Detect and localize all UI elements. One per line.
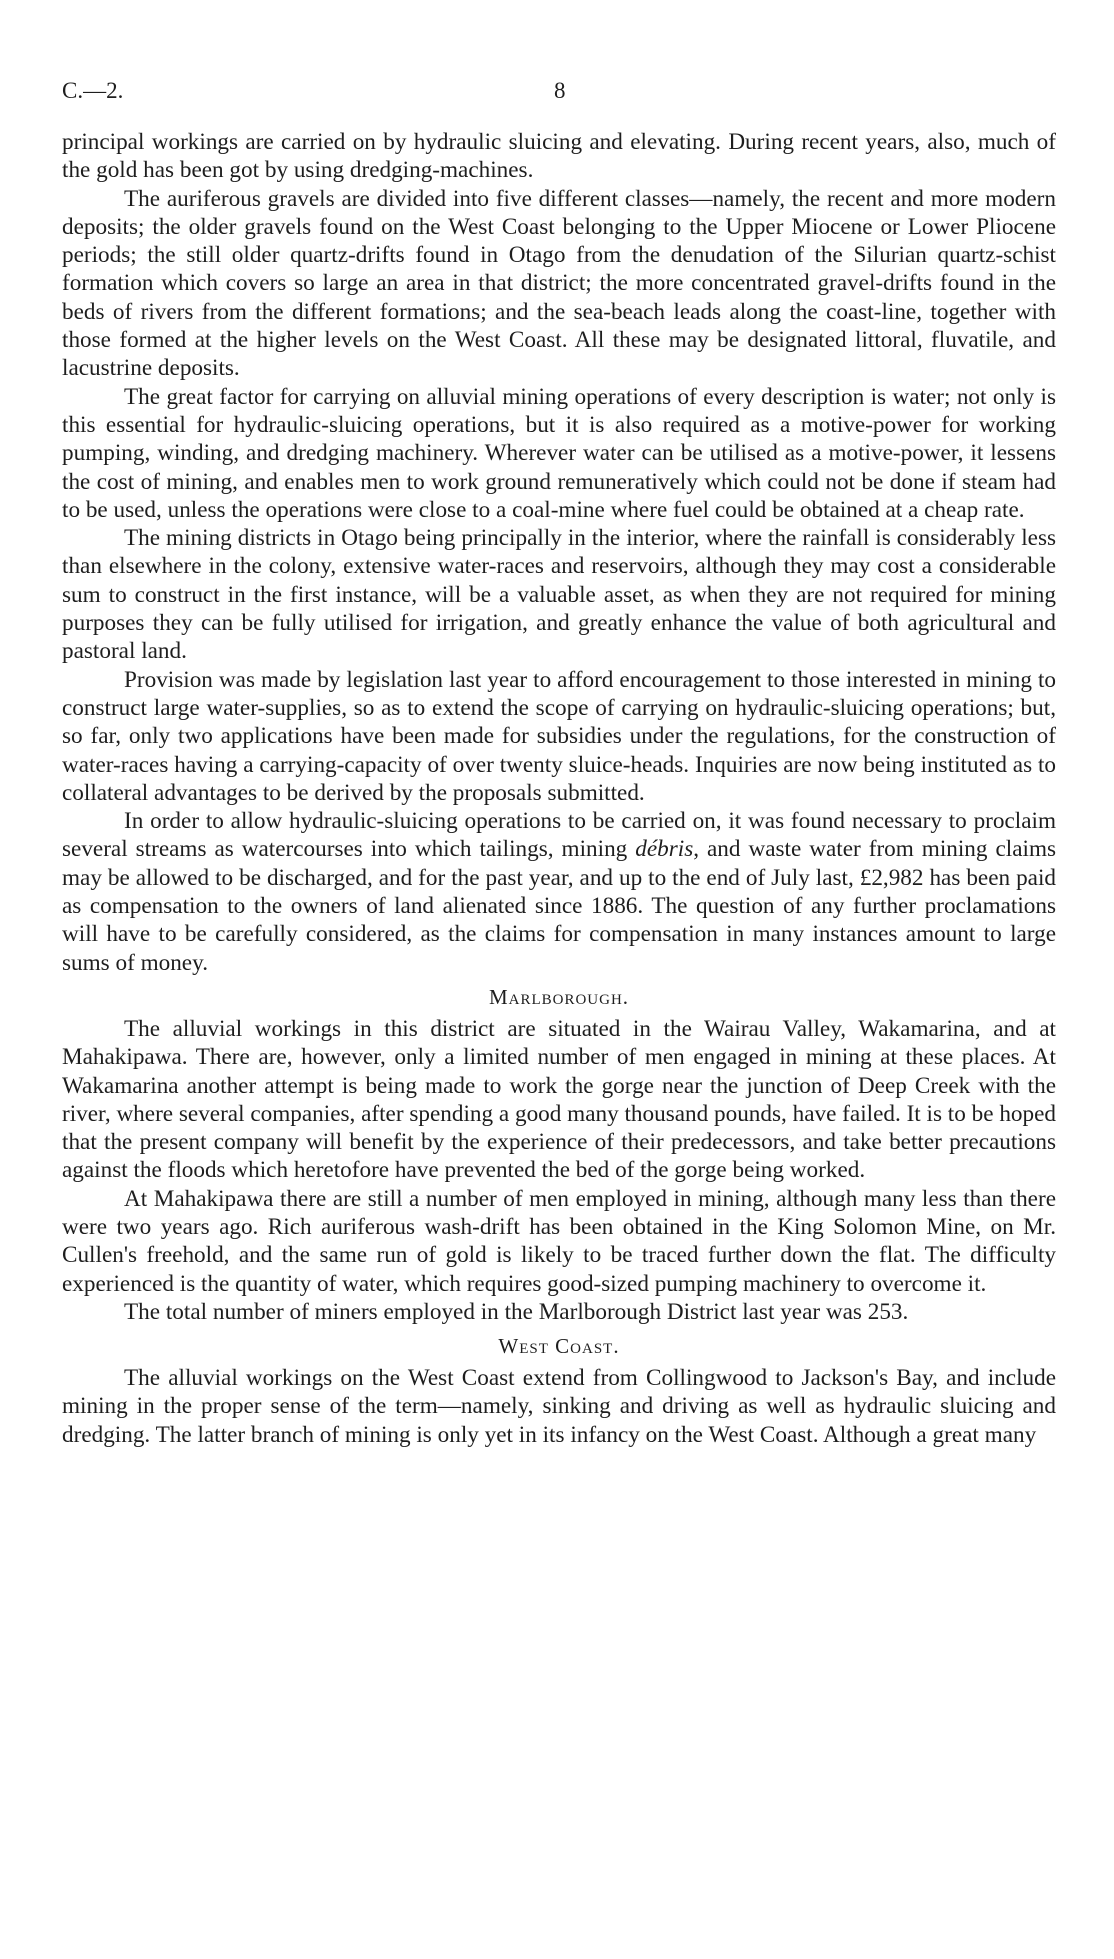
page-number: 8 [554,78,566,103]
paragraph-west-coast-workings: The alluvial workings on the West Coast extend from Collingwood to Jackson's Bay, and include mining in the proper sense of the term—namely, sinking and driving as well as hydraulic sluicing and dredging. The latter branch of mining is only yet in its infancy on the West Coast. Although a great many [62,1365,1056,1448]
page-header [62,78,1056,108]
paragraph-continued: principal workings are carried on by hydraulic sluicing and elevating. During recent years, also, much of the gold has been got by using dredging-machines. [62,129,1056,184]
paragraph-marlborough-workings: The alluvial workings in this district are situated in the Wairau Valley, Wakamarina, and at Mahakipawa. There are, however, only a limited number of men engaged in mining at these places. At Wakamarina another attempt is being made to work the gorge near the junction of Deep Creek with the river, where several companies, after spending a good many thousand pounds, have failed. It is to be hoped that the present company will benefit by the experience of their predecessors, and take better precautions against the floods which heretofore have prevented the bed of the gorge being worked. [62,1015,1056,1184]
paragraph-marlborough-miners: The total number of miners employed in the Marlborough District last year was 253. [124,1298,909,1325]
paragraph-watercourses [62,807,1056,977]
paragraph-watercourses-part1: In order to allow hydraulic-sluicing operations to be carried on, it was found necessary to proclaim several streams as watercourses into which tailings, mining [62,808,1056,863]
paragraph-gravel-classes: The auriferous gravels are divided into five different classes—namely, the recent and more modern deposits; the older gravels found on the West Coast belonging to the Upper Miocene or Lower Pliocene periods; the still older quartz-drifts found in Otago from the denudation of the Silurian quartz-schist formation which covers so large an area in that district; the more concentrated gravel-drifts found in the beds of rivers from the different formations; and the sea-beach leads along the coast-line, together with those formed at the higher levels on the West Coast. All these may be designated littoral, fluvatile, and lacustrine deposits. [62,185,1056,382]
paragraph-watercourses-part2: , and waste water from mining claims may be allowed to be discharged, and for the past year, and up to the end of July last, £2,982 has been paid as compensation to the owners of land alienated since 1886. The question of any further proclamations will have to be carefully considered, as the claims for compensation in many instances amount to large sums of money. [62,836,1057,976]
paragraph-mahakipawa: At Mahakipawa there are still a number of men employed in mining, although many less than there were two years ago. Rich auriferous wash-drift has been obtained in the King Solomon Mine, on Mr. Cullen's freehold, and the same run of gold is likely to be traced further down the flat. The difficulty experienced is the quantity of water, which requires good-sized pumping machinery to overcome it. [62,1185,1056,1297]
section-heading-marlborough: Marlborough. [488,984,630,1009]
paragraph-water-factor: The great factor for carrying on alluvial mining operations of every description is water; not only is this essential for hydraulic-sluicing operations, but it is also required as a motive-power for working pumping, winding, and dredging machinery. Wherever water can be utilised as a motive-power, it lessens the cost of mining, and enables men to work ground remuneratively which could not be done if steam had to be used, unless the operations were close to a coal-mine where fuel could be obtained at a cheap rate. [62,383,1056,523]
paragraph-legislation: Provision was made by legislation last year to afford encouragement to those interested in mining to construct large water-supplies, so as to extend the scope of carrying on hydraulic-sluicing operations; but, so far, only two applications have been made for subsidies under the regulations, for the construction of water-races having a carrying-capacity of over twenty sluice-heads. Inquiries are now being instituted as to collateral advantages to be derived by the proposals submitted. [62,666,1056,806]
section-heading-west-coast: West Coast. [498,1334,620,1359]
paragraph-watercourses-italic: débris [635,836,694,863]
paragraph-otago-districts: The mining districts in Otago being principally in the interior, where the rainfall is considerably less than elsewhere in the colony, extensive water-races and reservoirs, although they may cost a considerable sum to construct in the first instance, will be a valuable asset, as when they are not required for mining purposes they can be fully utilised for irrigation, and greatly enhance the value of both agricultural and pastoral land. [62,525,1056,665]
document-code: C.—2. [62,78,124,103]
body-text [62,128,1056,1449]
